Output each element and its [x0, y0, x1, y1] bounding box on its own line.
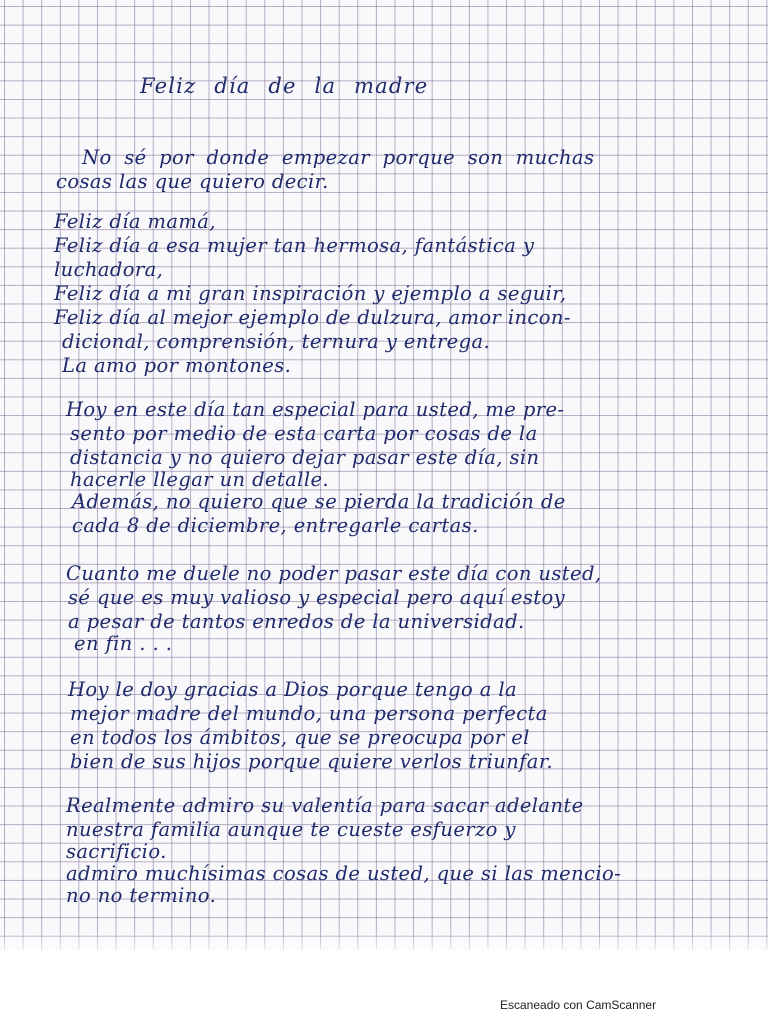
letter-line: en fin . . . — [74, 632, 173, 655]
letter-line: admiro muchísimas cosas de usted, que si las mencio- — [66, 862, 622, 885]
letter-line: en todos los ámbitos, que se preocupa por el — [70, 726, 530, 749]
scanner-watermark: Escaneado con CamScanner — [500, 998, 657, 1012]
letter-title: Feliz día de la madre — [140, 74, 429, 98]
letter-line: No sé por donde empezar porque son muchas — [82, 146, 595, 169]
letter-line: no no termino. — [66, 884, 217, 907]
letter-line: sento por medio de esta carta por cosas de la — [70, 422, 538, 445]
letter-line: Cuanto me duele no poder pasar este día con usted, — [66, 562, 602, 585]
letter-line: luchadora, — [54, 258, 164, 281]
letter-line: Hoy en este día tan especial para usted, me pre- — [66, 398, 565, 421]
letter-line: La amo por montones. — [62, 354, 292, 377]
letter-line: bien de sus hijos porque quiere verlos triunfar. — [70, 750, 553, 773]
letter-line: Realmente admiro su valentía para sacar adelante — [66, 794, 584, 817]
page-edge-fade — [0, 930, 768, 960]
letter-line: mejor madre del mundo, una persona perfecta — [70, 702, 548, 725]
letter-line: Feliz día mamá, — [54, 210, 216, 233]
letter-line: sacrificio. — [66, 840, 167, 863]
letter-line: cada 8 de diciembre, entregarle cartas. — [72, 514, 479, 537]
letter-line: Además, no quiero que se pierda la tradición de — [72, 490, 566, 513]
letter-line: hacerle llegar un detalle. — [70, 468, 329, 491]
letter-line: Feliz día a mi gran inspiración y ejemplo a seguir, — [54, 282, 567, 305]
letter-line: nuestra familia aunque te cueste esfuerzo y — [66, 818, 516, 841]
letter-line: sé que es muy valioso y especial pero aquí estoy — [68, 586, 566, 609]
letter-line: a pesar de tantos enredos de la universidad. — [68, 610, 525, 633]
letter-line: distancia y no quiero dejar pasar este día, sin — [70, 446, 540, 469]
letter-line: Hoy le doy gracias a Dios porque tengo a la — [68, 678, 517, 701]
letter-line: dicional, comprensión, ternura y entrega. — [62, 330, 491, 353]
letter-line: cosas las que quiero decir. — [56, 170, 329, 193]
letter-line: Feliz día al mejor ejemplo de dulzura, amor incon- — [54, 306, 571, 329]
letter-line: Feliz día a esa mujer tan hermosa, fantástica y — [54, 234, 535, 257]
